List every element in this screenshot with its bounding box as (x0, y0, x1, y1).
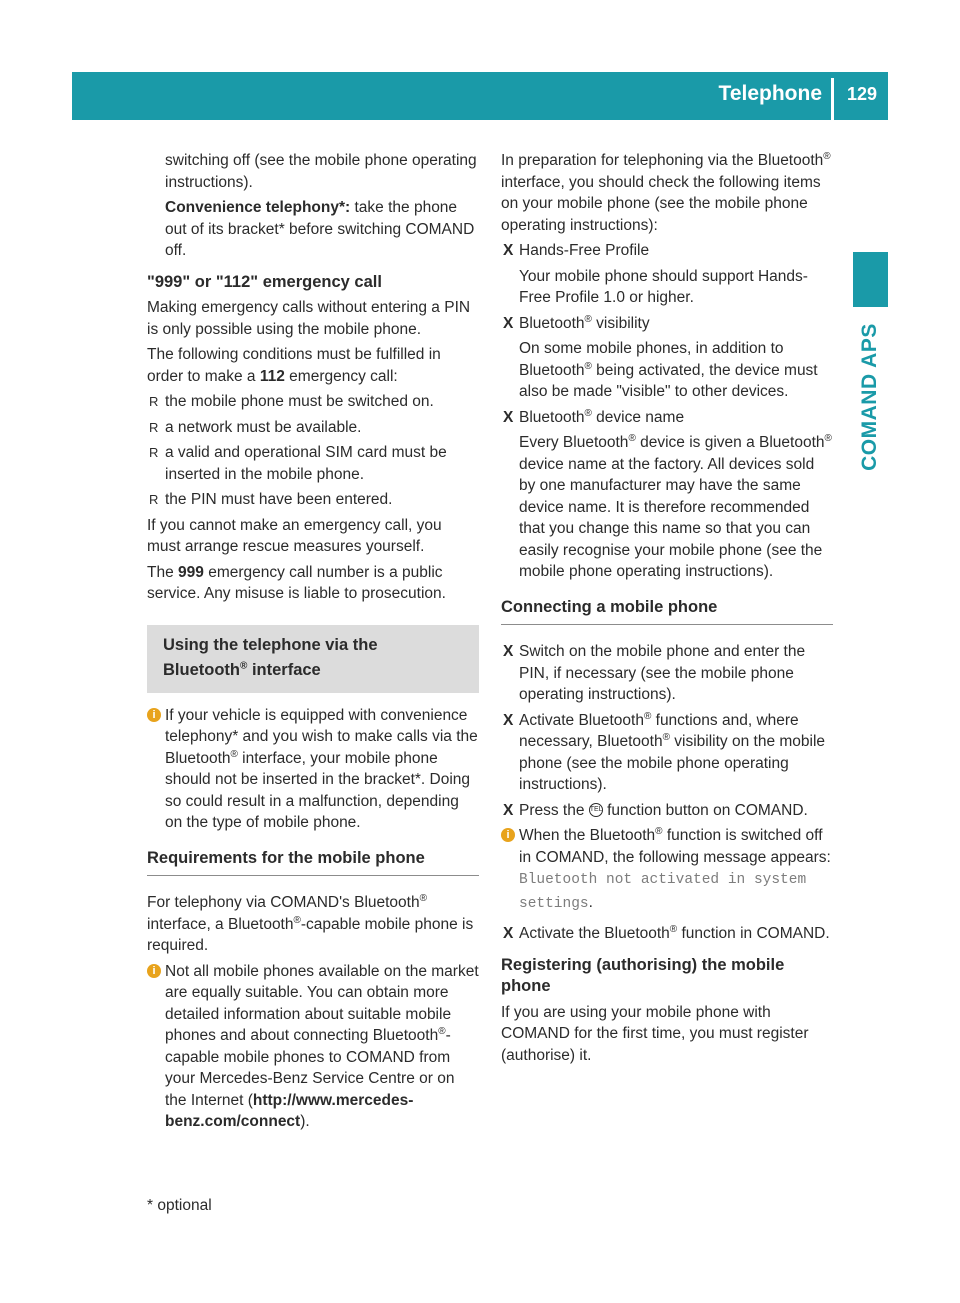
list-item: R a valid and operational SIM card must be inserted in the mobile phone. (147, 442, 479, 485)
paragraph: The 999 emergency call number is a public service. Any misuse is liable to prosecution. (147, 563, 446, 602)
list-item: R the PIN must have been entered. (147, 489, 479, 511)
action-mark-icon: X (503, 711, 514, 729)
paragraph: Your mobile phone should support Hands-Free Profile 1.0 or higher. (519, 267, 808, 306)
paragraph: Convenience telephony*: take the phone out of its bracket* before switching COMAND off. (165, 199, 475, 259)
paragraph: Making emergency calls without entering a PIN is only possible using the mobile phone. (147, 299, 471, 338)
paragraph: If you are using your mobile phone with COMAND for the first time, you must register (authorise) it. (501, 1003, 809, 1064)
paragraph: The following conditions must be fulfilled in order to make a 112 emergency call: (147, 346, 441, 385)
footnote: * optional (147, 1197, 212, 1214)
list-item: R the mobile phone must be switched on. (147, 391, 479, 413)
check-item: X Bluetooth® visibility (501, 313, 833, 335)
paragraph: For telephony via COMAND's Bluetooth® interface, a Bluetooth®-capable mobile phone is required. (147, 892, 474, 954)
action-mark-icon: X (503, 925, 514, 942)
paragraph: switching off (see the mobile phone operating instructions). (165, 152, 477, 191)
registering-heading: Registering (authorising) the mobile phone (501, 955, 785, 995)
action-step: X Press the TEL function button on COMAND. (501, 800, 833, 822)
chapter-side-label: COMAND APS (858, 323, 881, 471)
paragraph: If you cannot make an emergency call, you must arrange rescue measures yourself. (147, 516, 442, 555)
left-column (147, 150, 479, 1141)
info-icon: i (501, 828, 515, 842)
chapter-title: Telephone (718, 82, 822, 105)
info-icon: i (147, 708, 161, 722)
page-number: 129 (846, 84, 878, 104)
action-step: X Activate the Bluetooth® function in COMAND. (501, 923, 833, 945)
right-column (501, 150, 833, 1070)
connect-link[interactable]: http://www.mercedes-benz.com/connect (165, 1091, 414, 1130)
header-divider (831, 78, 834, 120)
info-note: i Not all mobile phones available on the market are equally suitable. You can obtain more detailed information about suitable mobile phones and about connecting Bluetooth®-capable mobile phones to COMAND from your Mercedes-Benz Service Centre or on the Internet (http://www.mercedes-benz.com/connect). (147, 961, 479, 1133)
paragraph: Every Bluetooth® device is given a Bluetooth® device name at the factory. All devices sold by one manufacturer may have the same device name. It is therefore recommended that you change this name so that you can easily recognise your mobile phone (see the mobile phone operating instructions). (519, 432, 832, 580)
emergency-heading: "999" or "112" emergency call (147, 272, 382, 291)
requirements-heading: Requirements for the mobile phone (147, 848, 479, 877)
info-note: i If your vehicle is equipped with convenience telephony* and you wish to make calls via the Bluetooth® interface, your mobile phone should not be inserted in the bracket*. Doing so could result in a malfunction, depending on the type of mobile phone. (147, 705, 479, 834)
action-mark-icon: X (503, 801, 514, 819)
chapter-tab (853, 252, 888, 307)
action-mark-icon: X (503, 408, 514, 426)
page-header (72, 72, 888, 120)
section-heading: Using the telephone via the Bluetooth® interface (147, 625, 479, 693)
paragraph: In preparation for telephoning via the Bluetooth® interface, you should check the following items on your mobile phone (see the mobile phone operating instructions): (501, 150, 831, 234)
action-mark-icon: X (503, 314, 514, 332)
phone-button-icon: TEL (589, 803, 603, 817)
list-item: R a network must be available. (147, 417, 479, 439)
connecting-heading: Connecting a mobile phone (501, 597, 833, 626)
display-message: Bluetooth not activated in system settings (519, 872, 807, 912)
info-icon: i (147, 964, 161, 978)
action-mark-icon: X (503, 643, 514, 660)
paragraph: On some mobile phones, in addition to Bluetooth® being activated, the device must also be made "visible" to other devices. (519, 340, 818, 400)
check-item: X Bluetooth® device name (501, 407, 833, 429)
action-mark-icon: X (503, 242, 514, 259)
check-item: X Hands-Free Profile (501, 240, 833, 262)
info-note: i When the Bluetooth® function is switched off in COMAND, the following message appears: Bluetooth not activated in system settings. (501, 825, 833, 915)
action-step: X Activate Bluetooth® functions and, where necessary, Bluetooth® visibility on the mobile phone (see the mobile phone operating instructions). (503, 710, 826, 793)
action-step: X Switch on the mobile phone and enter the PIN, if necessary (see the mobile phone operating instructions). (503, 643, 806, 703)
